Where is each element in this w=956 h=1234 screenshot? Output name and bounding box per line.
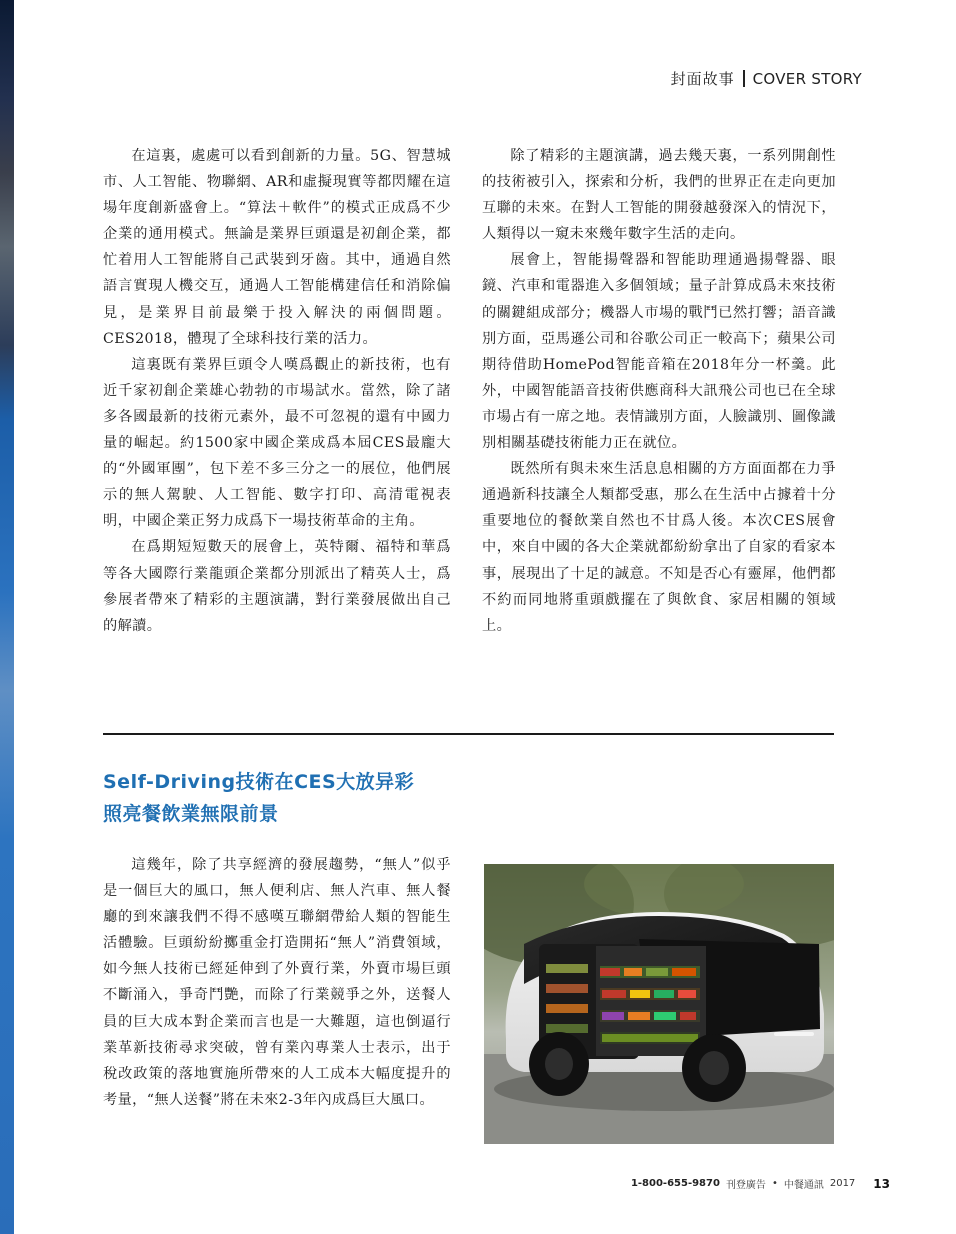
paragraph: 展會上，智能揚聲器和智能助理通過揚聲器、眼鏡、汽車和電器進入多個領域；量子計算成爲未來技術的關鍵組成部分；機器人市場的戰鬥已然打響；語音識別方面，亞馬遜公司和谷歌公司正一較高下；蘋果公司期待借助HomePod智能音箱在2018年分一杯羹。此外，中國智能語音技術供應商科大訊飛公司也已在全球市場占有一席之地。表情識別方面，人臉識別、圖像識別相關基礎技術能力正在就位。	[482, 252, 836, 452]
page-footer	[631, 1176, 890, 1191]
footer-bullet: •	[771, 1178, 778, 1189]
section-title-chinese: 封面故事	[670, 70, 735, 88]
paragraph: 除了精彩的主題演講，過去幾天裏，一系列開創性的技術被引入，探索和分析，我們的世界正在走向更加互聯的未來。在對人工智能的開發越發深入的情況下，人類得以一窺未來幾年數字生活的走向。	[482, 148, 836, 243]
paragraph: 既然所有與未來生活息息相關的方方面面都在力爭通過新科技讓全人類都受惠，那么在生活中占據着十分重要地位的餐飲業自然也不甘爲人後。本次CES展會中，來自中國的各大企業就都紛紛拿出了自家的看家本事，展現出了十足的誠意。不知是否心有靈犀，他們都不約而同地將重頭戲擺在了與飲食、家居相關的領域上。	[482, 461, 836, 634]
article-column-bottom	[103, 852, 451, 1113]
paragraph: 在這裏，處處可以看到創新的力量。5G、智慧城市、人工智能、物聯網、AR和虛擬現實等都閃耀在這場年度創新盛會上。“算法＋軟件”的模式正成爲不少企業的通用模式。無論是業界巨頭還是初創企業，都忙着用人工智能將自己武裝到牙齒。其中，通過自然語言實現人機交互，通過人工智能構建信任和消除偏見，是業界目前最樂于投入解決的兩個問題。CES2018，體現了全球科技行業的活力。	[103, 148, 451, 347]
article-column-right	[482, 143, 836, 639]
section-title-english: COVER STORY	[752, 69, 862, 88]
subheading-line-1: Self-Driving技術在CES大放异彩	[103, 771, 415, 793]
page-number: 13	[873, 1176, 890, 1191]
article-column-left	[103, 143, 451, 639]
subheading-line-2: 照亮餐飲業無限前景	[103, 803, 279, 825]
self-driving-food-vehicle-photo	[484, 864, 834, 1144]
footer-publication: 中餐通訊	[783, 1180, 824, 1191]
adjacent-page-edge	[0, 0, 14, 1234]
section-header	[671, 68, 862, 89]
footer-ad-text: 刊登廣告	[725, 1180, 766, 1191]
section-rule	[103, 733, 834, 735]
paragraph: 這裏既有業界巨頭令人嘆爲觀止的新技術，也有近千家初創企業雄心勃勃的市場試水。當然，除了諸多各國最新的技術元素外，最不可忽視的還有中國力量的崛起。約1500家中國企業成爲本屆CES最龐大的“外國軍團”，包下差不多三分之一的展位，他們展示的無人駕駛、人工智能、數字打印、高清電視表明，中國企業正努力成爲下一場技術革命的主角。	[103, 356, 451, 530]
section-divider	[743, 70, 745, 87]
subheading	[103, 766, 414, 830]
footer-phone: 1-800-655-9870	[630, 1178, 720, 1189]
paragraph: 這幾年，除了共享經濟的發展趨勢，“無人”似乎是一個巨大的風口，無人便利店、無人汽車、無人餐廳的到來讓我們不得不感嘆互聯網帶給人類的智能生活體驗。巨頭紛紛擲重金打造開拓“無人”消費領域，如今無人技術已經延伸到了外賣行業，外賣市場巨頭不斷涌入，爭奇鬥艷，而除了行業競爭之外，送餐人員的巨大成本對企業而言也是一大難題，這也倒逼行業革新技術尋求突破，曾有業內專業人士表示，出于稅改政策的落地實施所帶來的人工成本大幅度提升的考量，“無人送餐”將在未來2-3年內成爲巨大風口。	[103, 857, 451, 1108]
paragraph: 在爲期短短數天的展會上，英特爾、福特和華爲等各大國際行業龍頭企業都分別派出了精英人士，爲參展者帶來了精彩的主題演講，對行業發展做出自己的解讀。	[103, 539, 451, 634]
footer-year: 2017	[829, 1178, 856, 1189]
